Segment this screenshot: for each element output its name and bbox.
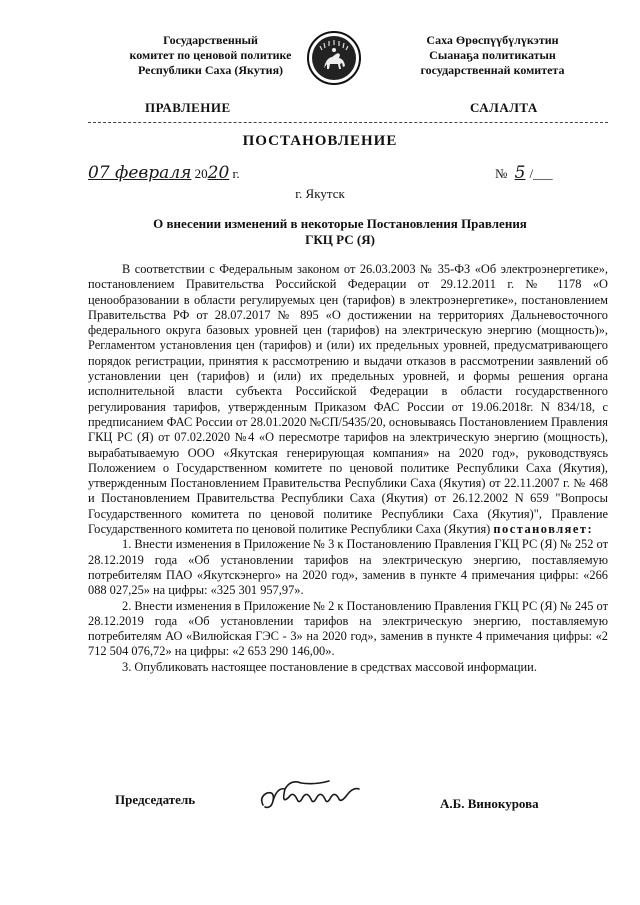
body-item-2: 2. Внести изменения в Приложение № 2 к Постановлению Правления ГКЦ РС (Я) № 245 от 28.12.2019 года «Об установлении тарифов на электрическую энергию, поставляемую потребителям АО «Вилюйская ГЭС - 3» на 2020 год», заменив в пункте 4 примечания цифры: «2 712 504 076,72» на цифры: «2 653 290 146,00».	[88, 598, 608, 659]
body-intro-text: В соответствии с Федеральным законом от 26.03.2003 № 35-ФЗ «Об электроэнергетике», постановлением Правительства Российской Федерации от 29.12.2011 г. № 1178 «О ценообразовании в области регулируемых цен (тарифов) в электроэнергетике», постановлением Правительства РФ от 28.07.2017 № 895 «О достижении на территориях Дальневосточного федерального округа базовых уровней цен (тарифов) на электрическую энергию (мощность)», Регламентом установления цен (тарифов) и (или) их предельных уровней, предусматривающего порядок регистрации, принятия к рассмотрению и выдачи отказов в рассмотрении заявлений об установлении цен (тарифов) и (или) их предельных уровней, и формы решения органа исполнительной власти субъекта Российской Федерации в области государственного регулирования тарифов, утвержденным Приказом ФАС России от 19.06.2018г. N 834/18, с предписанием ФАС России от 28.01.2020 №СП/5435/20, основываясь Постановлением Правления ГКЦ РС (Я) от 07.02.2020 №4 «О пересмотре тарифов на электрическую энергию (мощность), вырабатываемую ООО «Якутская генерирующая компания» на 2020 год», руководствуясь Положением о Государственном комитете по ценовой политике Республики Саха (Якутия), утвержденным Постановлением Правительства Республики Саха (Якутия) от 22.11.2007 г. № 468 и Постановлением Правительства Республики Саха (Якутия) от 26.12.2002 N 659 "Вопросы Государственного комитета по ценовой политике Республики Саха (Якутия)", Правление Государственного комитета по ценовой политике Республики Саха (Якутия)	[88, 262, 608, 537]
decree-word: постановляет	[493, 522, 588, 537]
subject-line: О внесении изменений в некоторые Постановления Правления	[153, 216, 527, 231]
handwritten-signature-icon	[255, 775, 365, 821]
document-number	[495, 163, 553, 183]
header-right-line: Саха Өрөспүүбүлүкэтин	[426, 33, 559, 47]
header-left-subtitle: ПРАВЛЕНИЕ	[145, 100, 231, 115]
document-body	[88, 262, 608, 675]
decree-colon: :	[587, 522, 594, 537]
document-title: ПОСТАНОВЛЕНИЕ	[242, 133, 398, 149]
header-left-line: Республики Саха (Якутия)	[137, 63, 284, 77]
body-item-3: 3. Опубликовать настоящее постановление в средствах массовой информации.	[122, 659, 537, 674]
number-prefix: №	[495, 166, 508, 181]
header-divider	[88, 122, 608, 123]
signatory-name: А.Б. Винокурова	[440, 796, 539, 811]
body-item-1: 1. Внести изменения в Приложение № 3 к Постановлению Правления ГКЦ РС (Я) № 252 от 28.12.2019 года «Об установлении тарифов на электрическую энергию, поставляемую потребителям ПАО «Якутскэнерго» на 2020 год», заменив в пункте 4 примечания цифры: «266 088 027,25» на цифры: «325 301 957,97».	[88, 537, 608, 598]
header-left-line: комитет по ценовой политике	[129, 48, 292, 62]
header-right-subtitle: САЛАЛТА	[470, 100, 538, 115]
signatory-role: Председатель	[115, 792, 196, 807]
date-suffix: г.	[232, 166, 240, 181]
header-right-org	[395, 33, 590, 78]
date-handwritten: 07 февраля	[88, 163, 192, 183]
date-year-prefix: 20	[194, 166, 208, 181]
document-date	[88, 163, 240, 183]
date-year-handwritten: 20	[207, 163, 230, 183]
header-left-line: Государственный	[163, 33, 258, 47]
header-right-line: Сыанаҕа политикатын	[429, 48, 556, 62]
header-right-line: государственнай комитета	[420, 63, 565, 77]
number-suffix: /___	[529, 166, 553, 181]
document-city: г. Якутск	[295, 186, 345, 201]
header-left-org	[108, 33, 313, 78]
number-handwritten: 5	[514, 163, 526, 183]
subject-line: ГКЦ РС (Я)	[305, 232, 375, 247]
body-intro-paragraph	[88, 262, 608, 537]
coat-of-arms-icon	[306, 30, 362, 86]
document-subject	[140, 216, 540, 248]
